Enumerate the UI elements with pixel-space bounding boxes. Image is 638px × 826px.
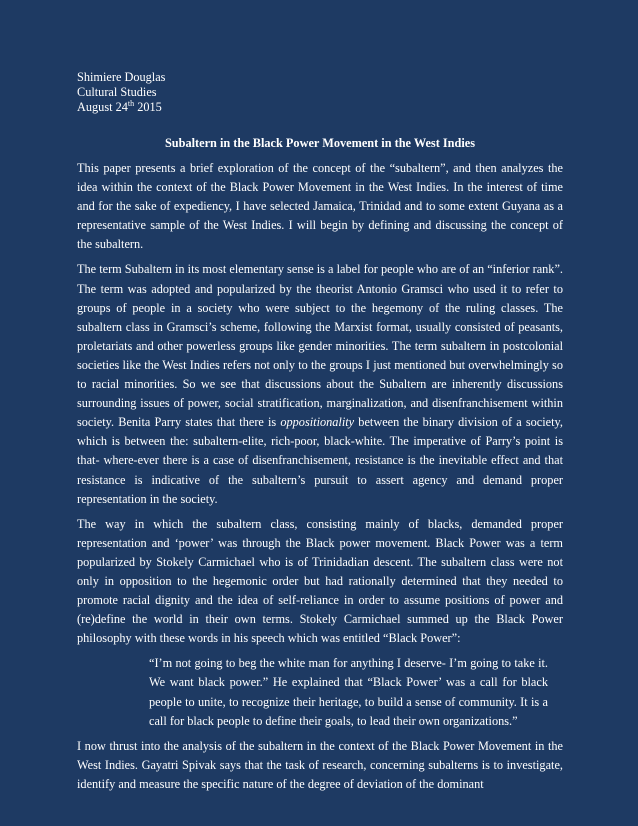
author-name: Shimiere Douglas: [77, 70, 166, 84]
paragraph-introduction: This paper presents a brief exploration of the concept of the “subaltern”, and then analyzes the idea within the context of the Black Power Movement in the West Indies. In the interest of time and for the sake of expediency, I have selected Jamaica, Trinidad and to some extent Guyana as a representative sample of the West Indies. I will begin by defining and discussing the concept of the subaltern.: [77, 161, 563, 252]
date-month-day: August 24: [77, 100, 128, 114]
paragraph-analysis: I now thrust into the analysis of the subaltern in the context of the Black Power Movement in the West Indies. Gayatri Spivak says that the task of research, concerning subalterns is to investigate, identify and measure the specific nature of the degree of deviation of the dominant: [77, 738, 563, 791]
paragraph-text: The term Subaltern in its most elementary sense is a label for people who are of an “inferior rank”. The term was adopted and popularized by the theorist Antonio Gramsci who used it to refer to groups of people in a society who were subject to the hegemony of the ruling classes. The subaltern class in Gramsci’s scheme, following the Marxist format, usually consisted of peasants, proletariats and other powerless groups like gender minorities. The term subaltern in postcolonial societies like the West Indies refers not only to the groups I just mentioned but overwhelmingly so to racial minorities. So we see that discussions about the Subaltern are inherently discussions surrounding issues of power, social stratification, marginalization, and disenfranchisement within society. Benita Parry states that there is: [77, 262, 563, 430]
italic-term: oppositionality: [280, 415, 355, 430]
paragraph-text: between the binary division of a society, which is between the: subaltern-elite, rich-poor, black-white. The imperative of Parry’s point is that- where-ever there is a case of disenfranchisement, resistance is the inevitable effect and that resistance is indicative of the subaltern’s pursuit to assert agency and demand proper representation in the society.: [77, 415, 563, 506]
paragraph-black-power: The way in which the subaltern class, consisting mainly of blacks, demanded proper representation and ‘power’ was through the Black power movement. Black Power was a term popularized by Stokely Carmichael who is of Trinidadian descent. The subaltern class were not only in opposition to the hegemonic order but had rationally determined that they needed to promote racial dignity and the idea of self-reliance in order to assume positions of power and (re)define the world in their own terms. Stokely Carmichael summed up the Black Power philosophy with these words in his speech which was entitled “Black Power”:: [77, 516, 563, 646]
date-year: 2015: [134, 100, 162, 114]
date-ordinal-suffix: th: [127, 98, 135, 108]
document-date: [77, 100, 563, 115]
course-name: Cultural Studies: [77, 85, 157, 99]
paragraph-subaltern-definition: [77, 260, 563, 508]
block-quote: “I’m not going to beg the white man for anything I deserve- I’m going to take it. We want black power.” He explained that “Black Power’ was a call for black people to unite, to recognize their heritage, to build a sense of community. It is a call for black people to define their goals, to lead their own organizations.”: [149, 656, 548, 728]
document-title: Subaltern in the Black Power Movement in the West Indies: [164, 136, 476, 150]
